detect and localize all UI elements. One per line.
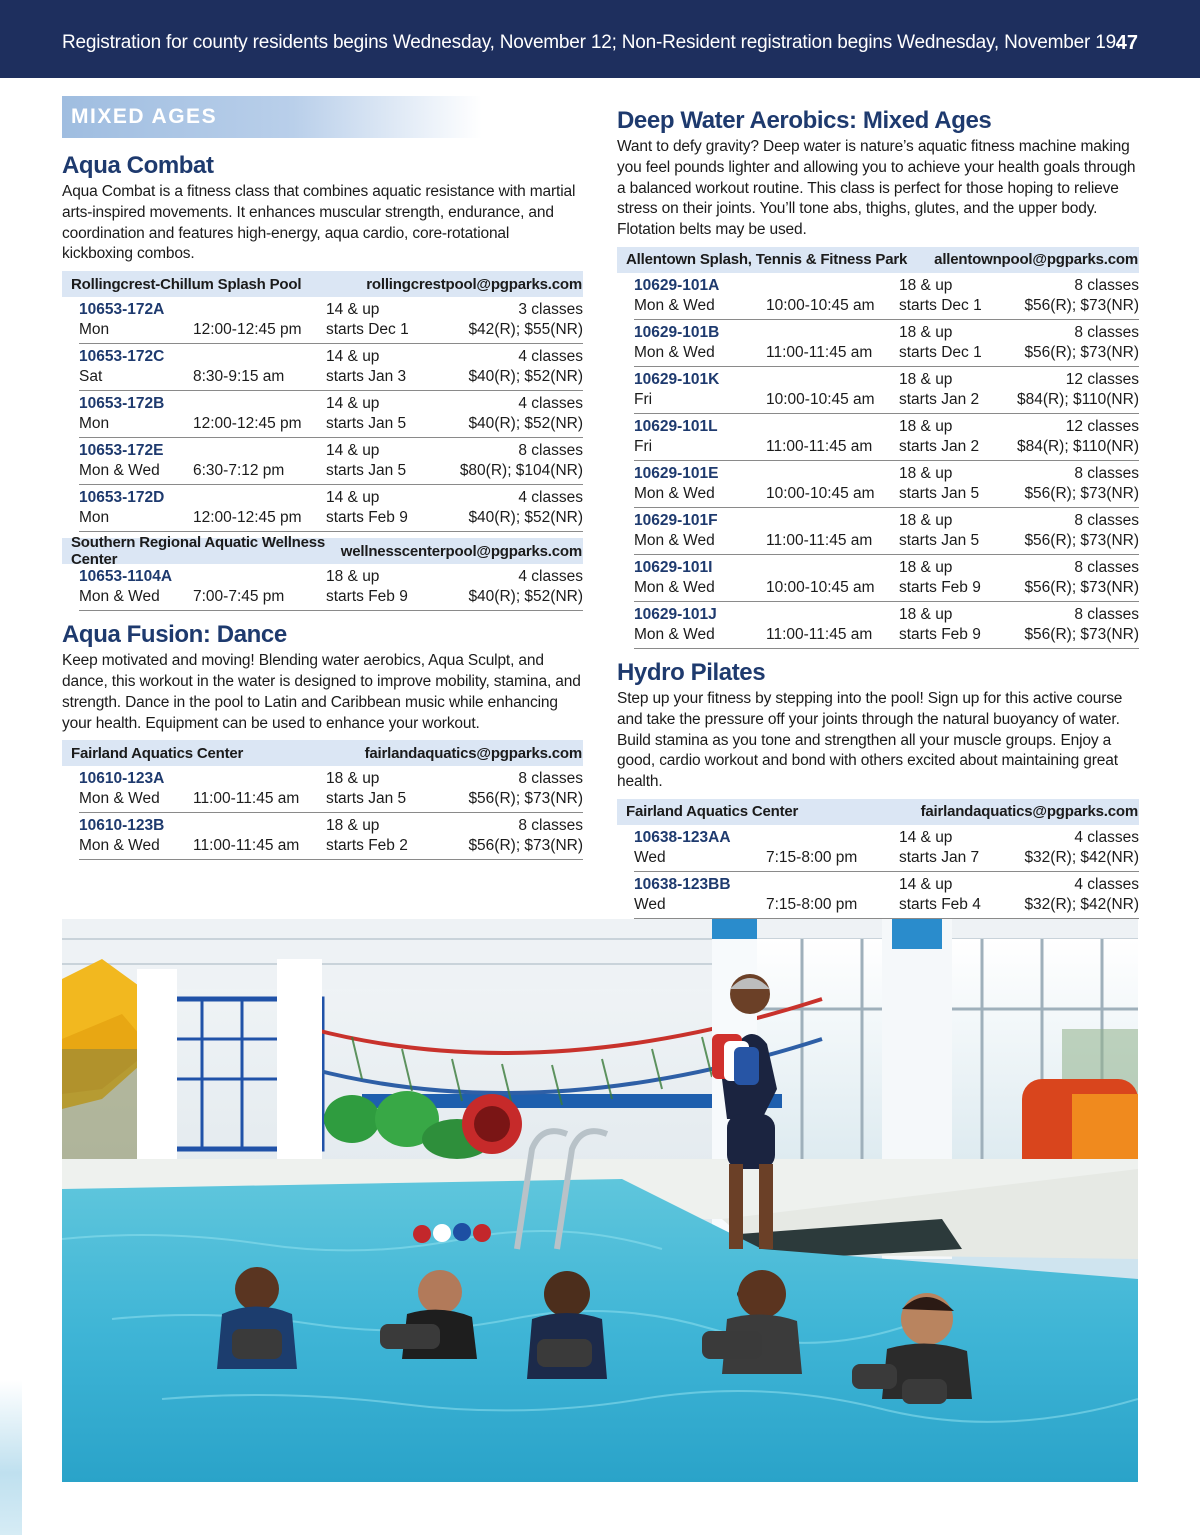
class-count: 8 classes [518, 770, 583, 788]
course-code: 10653-172E [79, 442, 164, 460]
course-description: Keep motivated and moving! Blending water aerobics, Aqua Sculpt, and dance, this workout in the water is designed to improve mobility, stamina, and strength. Dance in the pool to Latin and Caribbean music while enhancing your health. Equipment can be used to enhance your workout. [62, 652, 581, 732]
class-count: 4 classes [1074, 875, 1139, 893]
session-row [79, 438, 583, 485]
session-fee: $56(R); $73(NR) [1024, 296, 1139, 314]
session-row [634, 320, 1139, 367]
class-count: 8 classes [518, 817, 583, 835]
age-range: 14 & up [326, 395, 380, 413]
session-time: 12:00-12:45 pm [193, 415, 302, 433]
registration-message: Registration for county residents begins Wednesday, November 12; Non-Resident registration begins Wednesday, November 19. [62, 32, 1122, 53]
class-count: 8 classes [1074, 558, 1139, 576]
location-email: allentownpool@pgparks.com [934, 251, 1138, 269]
start-date: starts Feb 9 [899, 625, 981, 643]
location-name: Allentown Splash, Tennis & Fitness Park [626, 251, 908, 269]
age-range: 14 & up [326, 489, 380, 507]
course-title: Deep Water Aerobics: Mixed Ages [617, 107, 992, 134]
class-count: 12 classes [1065, 370, 1139, 388]
session-days: Mon & Wed [79, 588, 160, 606]
class-count: 8 classes [518, 442, 583, 460]
session-list [79, 766, 583, 860]
session-fee: $56(R); $73(NR) [1024, 343, 1139, 361]
location-bar [617, 799, 1139, 825]
session-days: Mon [79, 509, 110, 527]
session-days: Sat [79, 368, 103, 386]
session-row [634, 461, 1139, 508]
start-date: starts Jan 7 [899, 848, 980, 866]
class-count: 4 classes [1074, 828, 1139, 846]
course-title: Hydro Pilates [617, 658, 766, 686]
location-bar [617, 247, 1139, 273]
session-time: 10:00-10:45 am [766, 390, 875, 408]
session-row [79, 766, 583, 813]
session-fee: $32(R); $42(NR) [1024, 848, 1139, 866]
age-range: 18 & up [899, 323, 953, 341]
age-range: 18 & up [326, 817, 380, 835]
session-row [79, 564, 583, 611]
session-time: 8:30-9:15 am [193, 368, 285, 386]
location-name: Fairland Aquatics Center [626, 803, 799, 821]
course-code: 10629-101E [634, 464, 719, 482]
session-fee: $42(R); $55(NR) [468, 321, 583, 339]
start-date: starts Jan 5 [899, 484, 980, 502]
age-range: 14 & up [326, 348, 380, 366]
age-range: 18 & up [326, 770, 380, 788]
session-row [634, 508, 1139, 555]
age-range: 18 & up [899, 511, 953, 529]
session-row [634, 602, 1139, 649]
age-range: 18 & up [899, 276, 953, 294]
session-row [634, 872, 1139, 919]
course-code: 10629-101I [634, 558, 713, 576]
class-count: 3 classes [518, 301, 583, 319]
session-row [79, 485, 583, 532]
session-days: Mon & Wed [634, 625, 715, 643]
session-time: 12:00-12:45 pm [193, 321, 302, 339]
session-fee: $32(R); $42(NR) [1024, 895, 1139, 913]
session-time: 11:00-11:45 am [766, 343, 873, 361]
age-range: 14 & up [326, 442, 380, 460]
course-code: 10638-123BB [634, 875, 731, 893]
start-date: starts Jan 2 [899, 437, 980, 455]
location-name: Southern Regional Aquatic Wellness Center [71, 534, 326, 569]
session-row [634, 367, 1139, 414]
session-row [79, 813, 583, 860]
location-email: rollingcrestpool@pgparks.com [366, 275, 582, 293]
session-fee: $56(R); $73(NR) [1024, 531, 1139, 549]
course-block [62, 152, 583, 611]
session-time: 11:00-11:45 am [193, 837, 300, 855]
start-date: starts Dec 1 [326, 321, 409, 339]
location-email: wellnesscenterpool@pgparks.com [340, 542, 582, 560]
course-code: 10610-123B [79, 817, 165, 835]
location-bar [62, 740, 583, 766]
location-email: fairlandaquatics@pgparks.com [920, 803, 1138, 821]
session-fee: $40(R); $52(NR) [468, 509, 583, 527]
session-row [79, 297, 583, 344]
session-list [79, 564, 583, 611]
start-date: starts Feb 2 [326, 837, 408, 855]
registration-header-bar [0, 0, 1200, 78]
course-description: Want to defy gravity? Deep water is nature’s aquatic fitness machine making you feel pounds lighter and allowing you to achieve your health goals through a balanced workout routine. This class is perfect for those hoping to relieve stress on their joints. You’ll tone abs, thighs, glutes, and the upper body. Flotation belts may be used. [617, 138, 1136, 239]
session-days: Fri [634, 390, 653, 408]
start-date: starts Feb 4 [899, 895, 981, 913]
session-row [79, 391, 583, 438]
location-name: Rollingcrest-Chillum Splash Pool [71, 275, 302, 293]
course-code: 10629-101B [634, 323, 720, 341]
class-count: 8 classes [1074, 276, 1139, 294]
session-fee: $56(R); $73(NR) [468, 790, 583, 808]
start-date: starts Jan 5 [326, 790, 407, 808]
course-code: 10653-172C [79, 348, 165, 366]
session-days: Mon & Wed [79, 462, 160, 480]
session-fee: $40(R); $52(NR) [468, 415, 583, 433]
course-code: 10629-101F [634, 511, 718, 529]
session-row [634, 555, 1139, 602]
course-description: Step up your fitness by stepping into the pool! Sign up for this active course and take the pressure off your joints through the natural buoyancy of water. Build stamina as you tone and strengthen all your muscle groups. Enjoy a good, cardio workout and bond with others excited about maintaining great health. [617, 689, 1123, 791]
start-date: starts Feb 9 [899, 578, 981, 596]
session-days: Mon & Wed [634, 296, 715, 314]
session-days: Mon & Wed [79, 837, 160, 855]
session-time: 11:00-11:45 am [766, 531, 873, 549]
session-days: Wed [634, 895, 666, 913]
course-block [617, 659, 1139, 919]
location-bar [62, 534, 583, 569]
session-time: 10:00-10:45 am [766, 578, 875, 596]
page-number: 47 [1115, 32, 1138, 54]
course-code: 10653-172B [79, 395, 165, 413]
class-count: 4 classes [518, 348, 583, 366]
session-fee: $56(R); $73(NR) [468, 837, 583, 855]
session-row [634, 414, 1139, 461]
session-days: Mon & Wed [634, 343, 715, 361]
session-time: 11:00-11:45 am [766, 437, 873, 455]
session-days: Mon & Wed [634, 484, 715, 502]
course-block [62, 621, 583, 860]
age-range: 18 & up [899, 417, 953, 435]
age-range: 18 & up [899, 370, 953, 388]
course-description: Aqua Combat is a fitness class that combines aquatic resistance with martial arts-inspired movements. It enhances muscular strength, endurance, and coordination and features high-energy, aqua cardio, core-rotational kickboxing combos. [62, 183, 576, 263]
session-list [634, 825, 1139, 919]
session-fee: $84(R); $110(NR) [1016, 437, 1139, 455]
session-fee: $56(R); $73(NR) [1024, 625, 1139, 643]
decorative-wave [0, 1380, 22, 1535]
left-column [62, 96, 583, 860]
session-time: 7:15-8:00 pm [766, 848, 858, 866]
session-days: Mon [79, 321, 110, 339]
session-time: 11:00-11:45 am [193, 790, 300, 808]
location-name: Fairland Aquatics Center [71, 744, 244, 762]
course-code: 10629-101J [634, 605, 717, 623]
course-code: 10610-123A [79, 770, 165, 788]
start-date: starts Jan 5 [326, 415, 407, 433]
right-course-list [617, 107, 1139, 919]
session-fee: $40(R); $52(NR) [468, 588, 583, 606]
class-count: 8 classes [1074, 511, 1139, 529]
session-fee: $80(R); $104(NR) [459, 462, 583, 480]
session-days: Fri [634, 437, 653, 455]
course-code: 10629-101L [634, 417, 718, 435]
session-time: 7:15-8:00 pm [766, 895, 858, 913]
start-date: starts Jan 3 [326, 368, 407, 386]
age-range: 18 & up [899, 558, 953, 576]
session-time: 6:30-7:12 pm [193, 462, 285, 480]
class-count: 8 classes [1074, 605, 1139, 623]
course-code: 10638-123AA [634, 828, 731, 846]
start-date: starts Jan 5 [899, 531, 980, 549]
aqua-fitness-class-photo [62, 919, 1138, 1482]
age-range: 14 & up [326, 301, 380, 319]
session-row [634, 273, 1139, 320]
class-count: 8 classes [1074, 323, 1139, 341]
age-range: 14 & up [899, 828, 953, 846]
start-date: starts Dec 1 [899, 343, 982, 361]
section-banner: MIXED AGES [62, 96, 482, 138]
session-fee: $84(R); $110(NR) [1016, 390, 1139, 408]
session-days: Mon & Wed [634, 578, 715, 596]
class-count: 8 classes [1074, 464, 1139, 482]
location-email: fairlandaquatics@pgparks.com [364, 744, 582, 762]
session-fee: $56(R); $73(NR) [1024, 578, 1139, 596]
start-date: starts Feb 9 [326, 509, 408, 527]
session-time: 10:00-10:45 am [766, 296, 875, 314]
session-days: Mon [79, 415, 110, 433]
session-list [634, 273, 1139, 649]
session-time: 12:00-12:45 pm [193, 509, 302, 527]
course-code: 10653-172D [79, 489, 165, 507]
right-column [617, 107, 1139, 919]
session-row [634, 825, 1139, 872]
start-date: starts Jan 5 [326, 462, 407, 480]
class-count: 4 classes [518, 489, 583, 507]
session-row [79, 344, 583, 391]
session-list [79, 297, 583, 532]
start-date: starts Dec 1 [899, 296, 982, 314]
location-bar [62, 271, 583, 297]
session-fee: $40(R); $52(NR) [468, 368, 583, 386]
course-title: Aqua Fusion: Dance [62, 621, 287, 649]
start-date: starts Jan 2 [899, 390, 980, 408]
age-range: 18 & up [899, 605, 953, 623]
start-date: starts Feb 9 [326, 588, 408, 606]
course-block [617, 107, 1139, 649]
age-range: 18 & up [899, 464, 953, 482]
class-count: 4 classes [518, 568, 583, 586]
course-code: 10653-172A [79, 301, 165, 319]
session-time: 7:00-7:45 pm [193, 588, 285, 606]
class-count: 12 classes [1065, 417, 1139, 435]
session-days: Mon & Wed [634, 531, 715, 549]
session-days: Wed [634, 848, 666, 866]
course-title: Aqua Combat [62, 152, 214, 179]
left-course-list [62, 152, 583, 860]
age-range: 14 & up [899, 875, 953, 893]
course-code: 10653-1104A [79, 568, 173, 586]
session-time: 11:00-11:45 am [766, 625, 873, 643]
class-count: 4 classes [518, 395, 583, 413]
course-code: 10629-101K [634, 370, 720, 388]
session-time: 10:00-10:45 am [766, 484, 875, 502]
session-days: Mon & Wed [79, 790, 160, 808]
pool-scene-illustration [62, 919, 1138, 1482]
course-code: 10629-101A [634, 276, 720, 294]
age-range: 18 & up [326, 568, 380, 586]
session-fee: $56(R); $73(NR) [1024, 484, 1139, 502]
